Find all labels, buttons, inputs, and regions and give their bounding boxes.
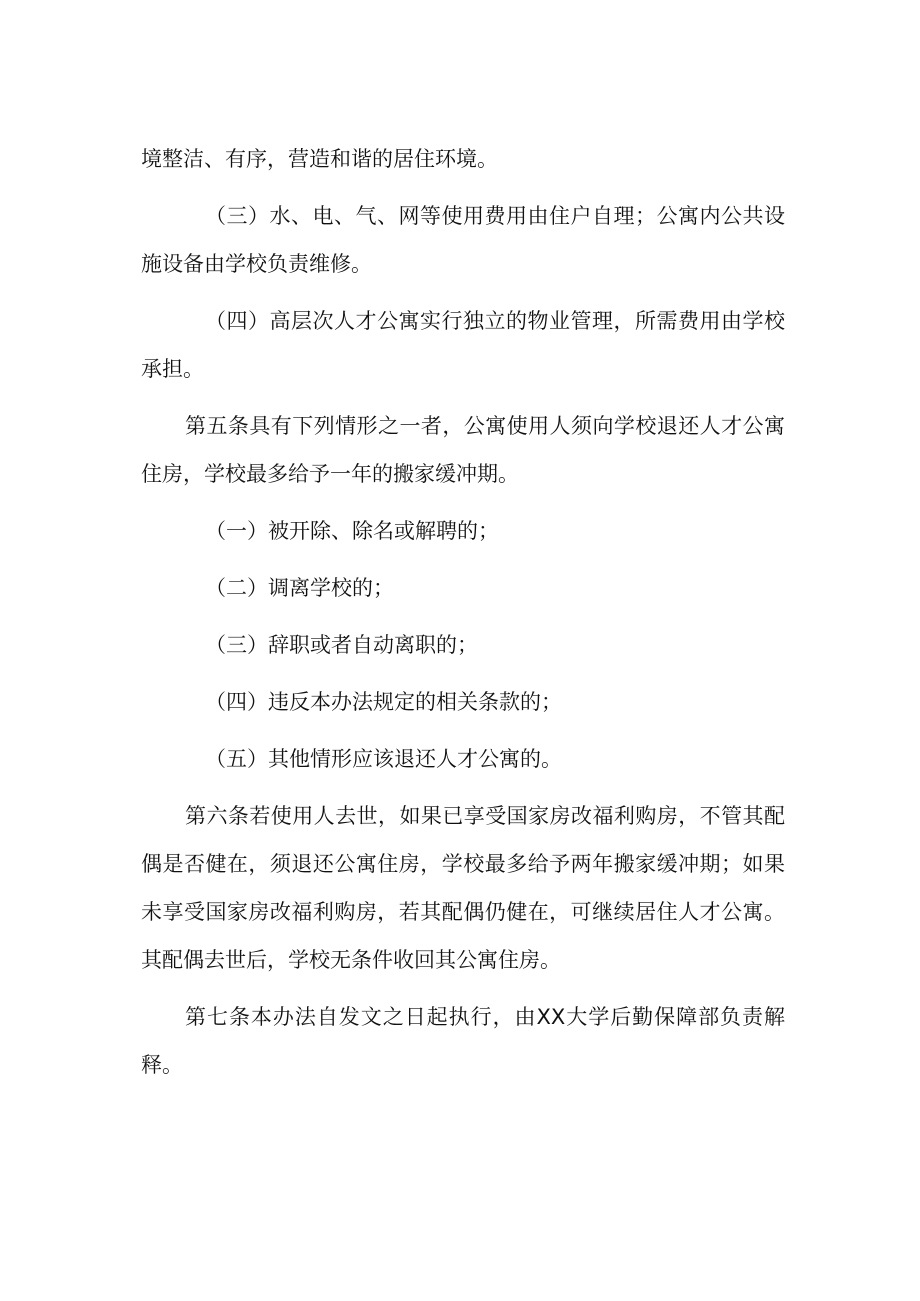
list-item-5-other: （五）其他情形应该退还人才公寓的。 <box>205 747 562 771</box>
list-item-3-resignation: （三）辞职或者自动离职的； <box>205 633 478 657</box>
list-item-4-property-management: （四）高层次人才公寓实行独立的物业管理，所需费用由学校承担。 <box>141 309 785 381</box>
list-item-1-dismissal: （一）被开除、除名或解聘的； <box>205 519 499 543</box>
list-item-2-transfer: （二）调离学校的； <box>205 576 394 600</box>
list-item-4-violation: （四）违反本办法规定的相关条款的； <box>205 690 562 714</box>
document-body <box>141 135 785 1098</box>
article-6: 第六条若使用人去世，如果已享受国家房改福利购房，不管其配偶是否健在，须退还公寓住房，学校最多给予两年搬家缓冲期；如果未享受国家房改福利购房，若其配偶仍健在，可继续居住人才公寓。其配偶去世后，学校无条件收回其公寓住房。 <box>141 804 785 972</box>
paragraph-continuation: 境整洁、有序，营造和谐的居住环境。 <box>141 147 498 171</box>
list-item-3-utilities: （三）水、电、气、网等使用费用由住户自理；公寓内公共设施设备由学校负责维修。 <box>141 204 785 276</box>
article-5: 第五条具有下列情形之一者，公寓使用人须向学校退还人才公寓住房，学校最多给予一年的搬家缓冲期。 <box>141 414 785 486</box>
article-7: 第七条本办法自发文之日起执行，由XX大学后勤保障部负责解释。 <box>141 1005 785 1077</box>
